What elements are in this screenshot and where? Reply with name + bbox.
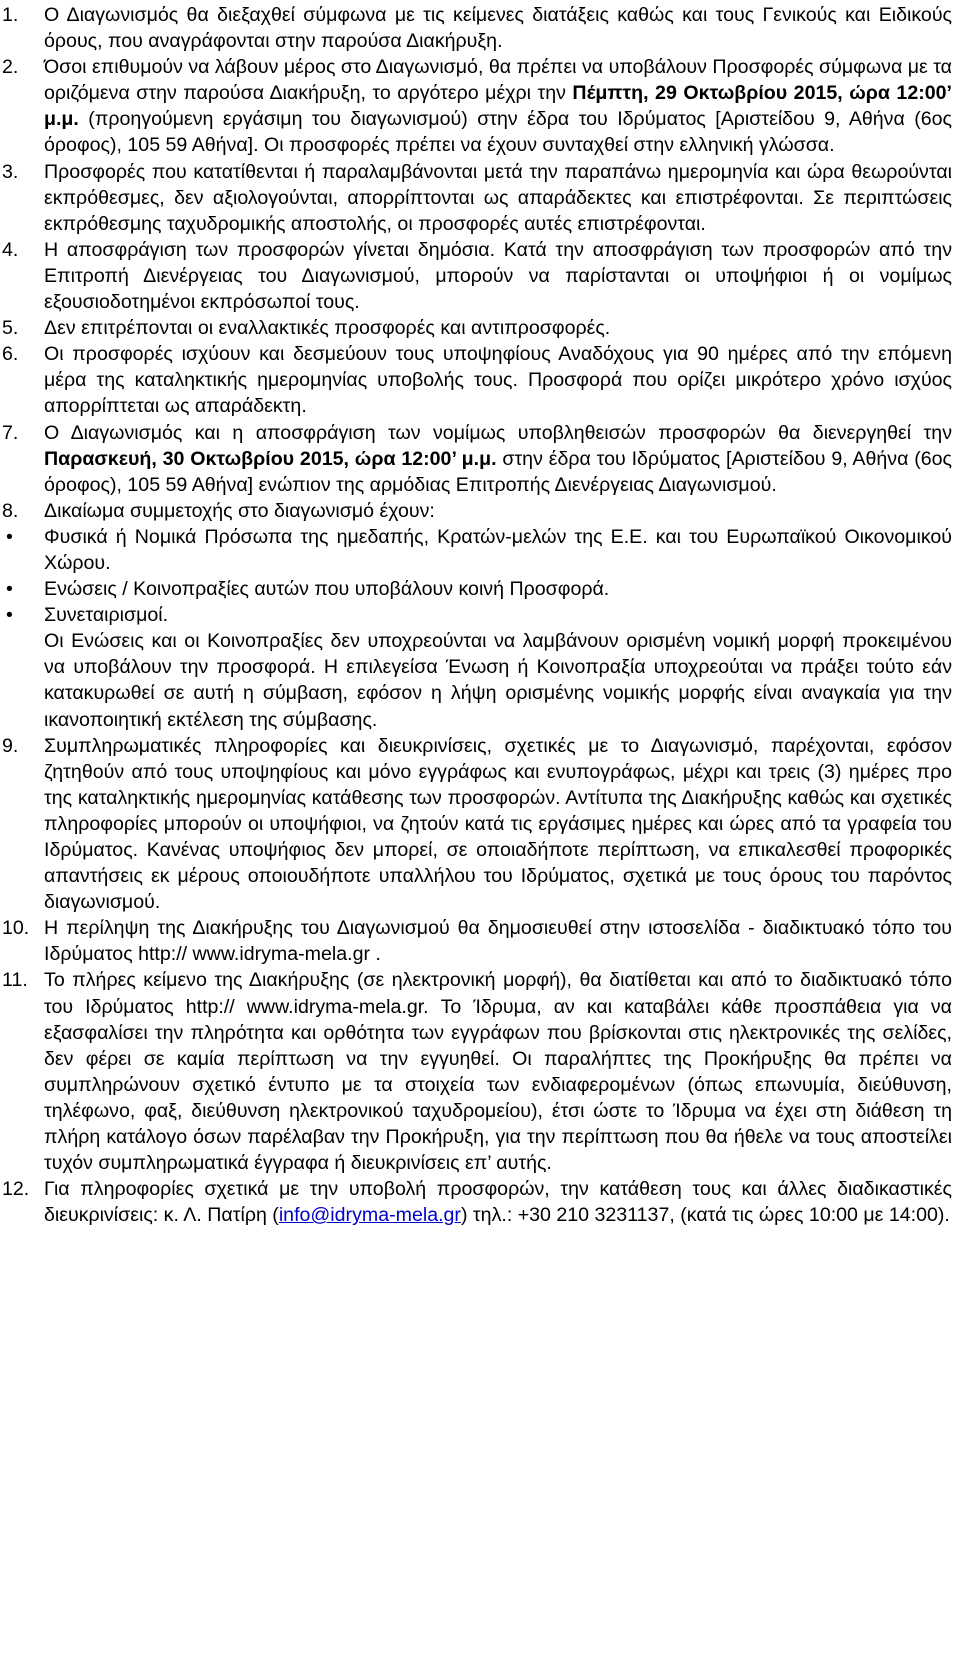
item-text: Δικαίωμα συμμετοχής στο διαγωνισμό έχουν: [44,499,435,522]
item-text: Η περίληψη της Διακήρυξης του Διαγωνισμού θα δημοσιευθεί στην ιστοσελίδα - διαδικτυακό τόπο του Ιδρύματος http:// www.idryma-mela.gr . [44,917,952,966]
item-number: 6. [2,343,19,366]
bullet-text: Συνεταιρισμοί. [44,604,169,627]
list-item-3 [2,159,952,237]
item-number: 11. [2,969,28,992]
bullet-icon: • [6,525,13,548]
bullet-text: Ενώσεις / Κοινοπραξίες αυτών που υποβάλουν κοινή Προσφορά. [44,578,610,601]
bullet-icon: • [6,578,13,601]
list-item-7 [2,420,952,498]
list-item-11 [2,967,952,1176]
item-text-continued: ) τηλ.: +30 210 3231137, (κατά τις ώρες 10:00 με 14:00). [460,1204,950,1227]
bullet-item-2 [2,576,952,602]
note-text: Οι Ενώσεις και οι Κοινοπραξίες δεν υποχρεούνται να λαμβάνουν ορισμένη νομική μορφή προκειμένου να υποβάλουν την προσφορά. Η επιλεγείσα Ένωση ή Κοινοπραξία υποχρεούται να πράξει τούτο εάν κατακυρωθεί σε αυτή η σύμβαση, εφόσον η λήψη ορισμένης νομικής μορφής είναι αναγκαία για την ικανοποιητική εκτέλεση της σύμβασης. [44,630,952,731]
opening-date: Παρασκευή, 30 Οκτωβρίου 2015, ώρα 12:00’ μ.μ. [44,447,497,470]
item-text: Το πλήρες κείμενο της Διακήρυξης (σε ηλεκτρονική μορφή), θα διατίθεται και από το διαδικτυακό τόπο του Ιδρύματος http:// www.idryma-mela.gr. Το Ίδρυμα, αν και καταβάλει κάθε προσπάθεια για να εξασφαλίσει την πληρότητα και ορθότητα των εγγράφων που βρίσκονται στις ηλεκτρονικές της σελίδες, δεν φέρει σε καμία περίπτωση να την εγγυηθεί. Οι παραλήπτες της Προκήρυξης θα πρέπει να συμπληρώνουν σχετικό έντυπο με τα στοιχεία των ενδιαφερομένων (όπως επωνυμία, διεύθυνση, τηλέφωνο, φαξ, διεύθυνση ηλεκτρονικού ταχυδρομείου), έτσι ώστε το Ίδρυμα να έχει στη διάθεση τη πλήρη κατάλογο όσων παρέλαβαν την Προκήρυξη, για την περίπτωση που θα ήθελε να τους αποστείλει τυχόν συμπληρωματικά έγγραφα ή διευκρινίσεις επ’ αυτής. [44,969,952,1175]
item-number: 9. [2,734,19,757]
item-text: Ο Διαγωνισμός θα διεξαχθεί σύμφωνα με τις κείμενες διατάξεις καθώς και τους Γενικούς και Ειδικούς όρους, που αναγράφονται στην παρούσα Διακήρυξη. [44,4,952,53]
item-number: 8. [2,499,19,522]
item-text: Δεν επιτρέπονται οι εναλλακτικές προσφορές και αντιπροσφορές. [44,317,611,340]
item-number: 4. [2,238,19,261]
item-number: 5. [2,317,19,340]
item-number: 2. [2,56,19,79]
item-text: Προσφορές που κατατίθενται ή παραλαμβάνονται μετά την παραπάνω ημερομηνία και ώρα θεωρούνται εκπρόθεσμες, δεν αξιολογούνται, απορρίπτονται ως απαράδεκτες και επιστρέφονται. Σε περιπτώσεις εκπρόθεσμης ταχυδρομικής αποστολής, οι προσφορές αυτές επιστρέφονται. [44,160,952,235]
list-item-5 [2,315,952,341]
item-text-continued: στην έδρα του Ιδρύματος [Αριστείδου 9, Αθήνα (6ος όροφος), 105 59 Αθήνα] ενώπιον της αρμόδιας Επιτροπής Διενέργειας Διαγωνισμού. [44,447,952,496]
list-item-12 [2,1176,952,1228]
list-item-10 [2,915,952,967]
list-item-6 [2,341,952,419]
bullet-icon: • [6,604,13,627]
list-item-8 [2,498,952,524]
bullet-text: Φυσικά ή Νομικά Πρόσωπα της ημεδαπής, Κρατών-μελών της Ε.Ε. και του Ευρωπαϊκού Οικονομικού Χώρου. [44,525,952,574]
list-item-1 [2,2,952,54]
item-text: Η αποσφράγιση των προσφορών γίνεται δημόσια. Κατά την αποσφράγιση των προσφορών από την Επιτροπή Διενέργειας του Διαγωνισμού, μπορούν να παρίστανται οι υποψήφιοι ή οι νομίμως εξουσιοδοτημένοι εκπρόσωποί τους. [44,238,952,314]
item-number: 7. [2,421,19,444]
list-item-2 [2,54,952,158]
eligibility-note [2,628,952,732]
bullet-item-3 [2,602,952,628]
item-text: Όσοι επιθυμούν να λάβουν μέρος στο Διαγωνισμό, θα πρέπει να υποβάλουν Προσφορές σύμφωνα με τα οριζόμενα στην παρούσα Διακήρυξη, το αργότερο μέχρι την [44,56,952,105]
list-item-4 [2,237,952,315]
item-number: 3. [2,160,19,183]
item-number: 1. [2,4,19,26]
item-number: 12. [2,1178,30,1201]
submission-deadline: Πέμπτη, 29 Οκτωβρίου 2015, ώρα 12:00’ μ.μ. [44,82,952,131]
email-link[interactable]: info@idryma-mela.gr [278,1204,461,1227]
item-text: Ο Διαγωνισμός και η αποσφράγιση των νομίμως υποβληθεισών προσφορών θα διενεργηθεί την [44,421,952,444]
item-text: Οι προσφορές ισχύουν και δεσμεύουν τους υποψηφίους Αναδόχους για 90 ημέρες από την επόμενη μέρα της καταληκτικής ημερομηνίας υποβολής τους. Προσφορά που ορίζει μικρότερο χρόνο ισχύος απορρίπτεται ως απαράδεκτη. [44,343,952,418]
item-number: 10. [2,917,30,940]
bullet-item-1 [2,524,952,576]
item-text: Για πληροφορίες σχετικά με την υποβολή προσφορών, την κατάθεση τους και άλλες διαδικαστικές διευκρινίσεις: κ. Λ. Πατίρη ( [44,1178,952,1227]
list-item-9 [2,733,952,916]
item-text-continued: (προηγούμενη εργάσιμη του διαγωνισμού) στην έδρα του Ιδρύματος [Αριστείδου 9, Αθήνα (6ος όροφος), 105 59 Αθήνα]. Οι προσφορές πρέπει να έχουν συνταχθεί στην ελληνική γλώσσα. [44,108,952,157]
item-text: Συμπληρωματικές πληροφορίες και διευκρινίσεις, σχετικές με το Διαγωνισμό, παρέχονται, εφόσον ζητηθούν από τους υποψηφίους και μόνο εγγράφως και ενυπογράφως, μέχρι και τρεις (3) ημέρες προ της καταληκτικής ημερομηνίας κατάθεσης των προσφορών. Αντίτυπα της Διακήρυξης καθώς και σχετικές πληροφορίες μπορούν οι υποψήφιοι, να ζητούν κατά τις εργάσιμες ημέρες και ώρες από τα γραφεία του Ιδρύματος. Κανένας υποψήφιος δεν μπορεί, σε οποιαδήποτε περίπτωση, να επικαλεσθεί προφορικές απαντήσεις εκ μέρους οποιουδήποτε υπαλλήλου του Ιδρύματος, σχετικά με τους όρους του παρόντος διαγωνισμού. [44,734,952,914]
